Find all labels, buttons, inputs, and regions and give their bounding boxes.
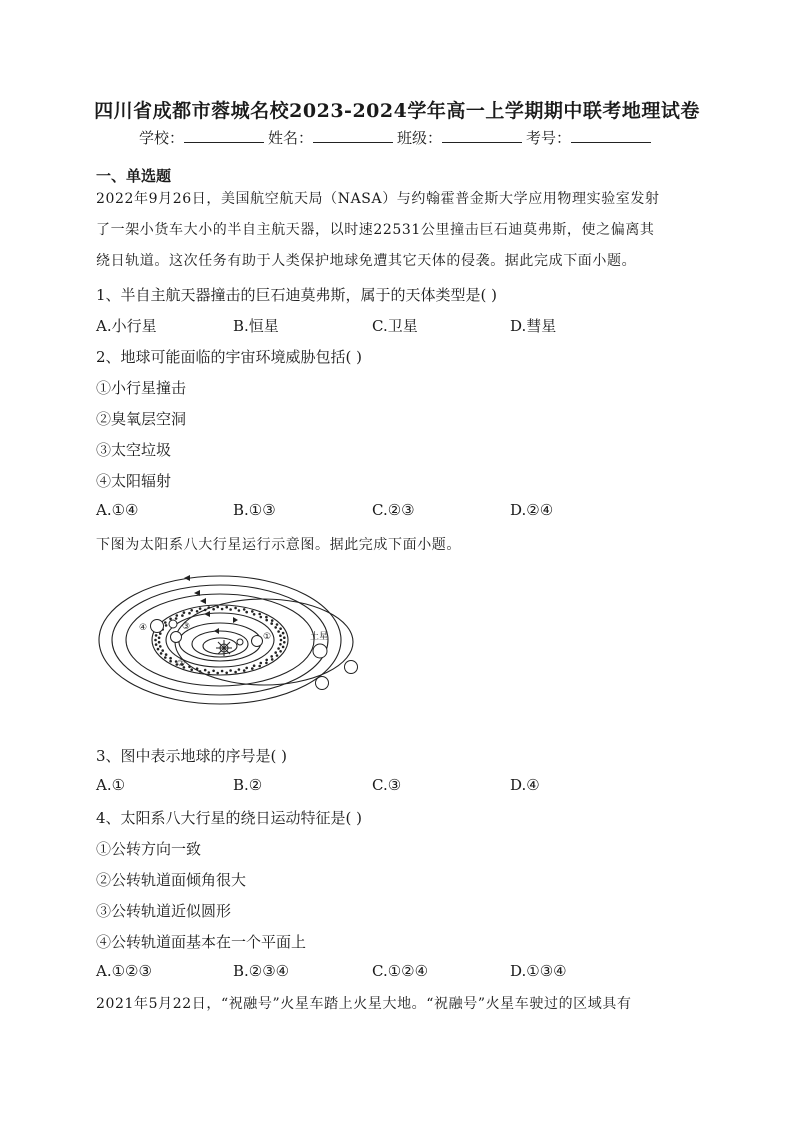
planet-icon bbox=[237, 639, 243, 645]
asteroid-dot bbox=[276, 654, 279, 657]
q2-item: ①小行星撞击 bbox=[96, 379, 187, 397]
asteroid-dot bbox=[221, 670, 224, 673]
planet-2-icon bbox=[171, 632, 182, 643]
question-2-stem: 2、地球可能面临的宇宙环境威胁包括( ) bbox=[96, 348, 363, 366]
asteroid-dot bbox=[260, 616, 263, 619]
passage-3: 2021年5月22日，“祝融号”火星车踏上火星大地。“祝融号”火星车驶过的区域具有 bbox=[96, 996, 632, 1012]
question-1-stem: 1、半自主航天器撞击的巨石迪莫弗斯，属于的天体类型是( ) bbox=[96, 286, 498, 304]
page-title: 四川省成都市蓉城名校2023-2024学年高一上学期期中联考地理试卷 bbox=[94, 100, 700, 122]
asteroid-dot bbox=[188, 612, 191, 615]
asteroid-dot bbox=[270, 622, 273, 625]
q4-item: ②公转轨道面倾角很大 bbox=[96, 871, 247, 889]
q1-option-a[interactable]: A.小行星 bbox=[96, 317, 157, 335]
asteroid-dot bbox=[225, 672, 228, 675]
diagram-label-3: ③ bbox=[182, 622, 191, 632]
asteroid-dot bbox=[190, 609, 193, 612]
asteroid-dot bbox=[155, 643, 158, 646]
q3-option-d[interactable]: D.④ bbox=[510, 776, 540, 794]
asteroid-dot bbox=[277, 647, 280, 650]
asteroid-dot bbox=[258, 665, 261, 668]
asteroid-dot bbox=[159, 645, 162, 648]
diagram-label-4: ④ bbox=[139, 623, 148, 633]
asteroid-dot bbox=[181, 614, 184, 617]
asteroid-dot bbox=[188, 666, 191, 669]
school-label: 学校： bbox=[138, 129, 184, 147]
asteroid-dot bbox=[204, 669, 207, 672]
asteroid-dot bbox=[199, 670, 202, 673]
asteroid-dot bbox=[229, 608, 232, 611]
asteroid-dot bbox=[234, 671, 237, 674]
asteroid-dot bbox=[175, 617, 178, 620]
asteroid-dot bbox=[274, 651, 277, 654]
asteroid-dot bbox=[212, 670, 215, 673]
planet-1-icon bbox=[252, 636, 263, 647]
passage-1-line: 了一架小货车大小的半自主航天器，以时速22531公里撞击巨石迪莫弗斯，使之偏离其 bbox=[96, 222, 655, 238]
q2-item: ②臭氧层空洞 bbox=[96, 410, 187, 428]
asteroid-dot bbox=[176, 614, 179, 617]
asteroid-dot bbox=[204, 609, 207, 612]
asteroid-dot bbox=[155, 634, 158, 637]
number-blank[interactable] bbox=[571, 128, 651, 143]
q4-option-b[interactable]: B.②③④ bbox=[233, 962, 290, 980]
asteroid-dot bbox=[260, 662, 263, 665]
asteroid-dot bbox=[243, 608, 246, 611]
asteroid-dot bbox=[271, 658, 274, 661]
asteroid-dot bbox=[159, 632, 162, 635]
asteroid-dot bbox=[245, 667, 248, 670]
asteroid-dot bbox=[251, 610, 254, 613]
q3-option-a[interactable]: A.① bbox=[96, 776, 126, 794]
asteroid-dot bbox=[164, 656, 167, 659]
asteroid-dot bbox=[216, 672, 219, 675]
asteroid-dot bbox=[265, 662, 268, 665]
asteroid-dot bbox=[165, 653, 168, 656]
asteroid-dot bbox=[229, 669, 232, 672]
asteroid-dot bbox=[280, 639, 283, 642]
asteroid-dot bbox=[279, 634, 282, 637]
passage-1 bbox=[96, 184, 696, 277]
asteroid-dot bbox=[158, 637, 161, 640]
asteroid-dot bbox=[265, 619, 268, 622]
asteroid-dot bbox=[279, 627, 282, 630]
passage-1-line: 2022年9月26日，美国航空航天局（NASA）与约翰霍普金斯大学应用物理实验室发射 bbox=[96, 191, 660, 207]
passage-2: 下图为太阳系八大行星运行示意图。据此完成下面小题。 bbox=[96, 537, 461, 553]
planet-4-icon bbox=[151, 620, 164, 633]
asteroid-dot bbox=[225, 606, 228, 609]
planet-3-icon bbox=[169, 620, 177, 628]
q4-option-c[interactable]: C.①②④ bbox=[372, 962, 429, 980]
asteroid-dot bbox=[282, 632, 285, 635]
q1-option-c[interactable]: C.卫星 bbox=[372, 317, 418, 335]
asteroid-dot bbox=[258, 613, 261, 616]
orbit bbox=[99, 576, 341, 704]
q1-option-b[interactable]: B.恒星 bbox=[233, 317, 279, 335]
asteroid-dot bbox=[234, 607, 237, 610]
asteroid-dot bbox=[283, 636, 286, 639]
asteroid-dot bbox=[270, 655, 273, 658]
diagram-label-1: ① bbox=[263, 632, 272, 642]
saturn-label: 土星 bbox=[310, 632, 329, 642]
asteroid-dot bbox=[279, 650, 282, 653]
asteroid-dot bbox=[216, 606, 219, 609]
asteroid-dot bbox=[265, 616, 268, 619]
asteroid-dot bbox=[253, 664, 256, 667]
passage-1-line: 绕日轨道。这次任务有助于人类保护地球免遭其它天体的侵袭。据此完成下面小题。 bbox=[96, 253, 637, 269]
asteroid-dot bbox=[199, 607, 202, 610]
asteroid-dot bbox=[154, 639, 157, 642]
direction-arrows bbox=[184, 575, 238, 634]
q4-option-a[interactable]: A.①②③ bbox=[96, 962, 152, 980]
q2-option-b[interactable]: B.①③ bbox=[233, 501, 276, 519]
asteroid-dot bbox=[160, 652, 163, 655]
asteroid-dot bbox=[251, 667, 254, 670]
q4-item: ①公转方向一致 bbox=[96, 840, 202, 858]
class-blank[interactable] bbox=[442, 128, 522, 143]
name-blank[interactable] bbox=[313, 128, 393, 143]
question-4-stem: 4、太阳系八大行星的绕日运动特征是( ) bbox=[96, 809, 363, 827]
asteroid-dot bbox=[243, 669, 246, 672]
asteroid-dot bbox=[265, 659, 268, 662]
diagram-label-2: ② bbox=[177, 659, 186, 669]
school-blank[interactable] bbox=[184, 128, 264, 143]
sun-icon bbox=[216, 640, 232, 656]
asteroid-dot bbox=[157, 648, 160, 651]
asteroid-dot bbox=[283, 641, 286, 644]
asteroid-dot bbox=[279, 643, 282, 646]
number-label: 考号： bbox=[526, 129, 572, 147]
q2-item: ④太阳辐射 bbox=[96, 472, 172, 490]
asteroid-dot bbox=[158, 641, 161, 644]
saturn-orbit bbox=[175, 599, 353, 685]
name-label: 姓名： bbox=[267, 129, 313, 147]
orbit-1 bbox=[179, 623, 261, 661]
solar-system-svg bbox=[96, 568, 368, 713]
q2-option-c[interactable]: C.②③ bbox=[372, 501, 415, 519]
orbit bbox=[126, 594, 314, 686]
asteroid-dot bbox=[208, 671, 211, 674]
q1-option-d[interactable]: D.彗星 bbox=[510, 317, 557, 335]
asteroid-dot bbox=[208, 606, 211, 609]
asteroid-dot bbox=[245, 611, 248, 614]
asteroid-dot bbox=[169, 657, 172, 660]
asteroid-dot bbox=[238, 609, 241, 612]
asteroid-dot bbox=[190, 668, 193, 671]
asteroid-dot bbox=[164, 621, 167, 624]
q3-option-c[interactable]: C.③ bbox=[372, 776, 402, 794]
saturn-icon bbox=[313, 644, 327, 658]
q4-option-d[interactable]: D.①③④ bbox=[510, 962, 567, 980]
planet-icon bbox=[345, 661, 358, 674]
asteroid-dot bbox=[274, 626, 277, 629]
section-heading: 一、单选题 bbox=[96, 167, 172, 185]
asteroid-dot bbox=[165, 624, 168, 627]
asteroid-dot bbox=[238, 668, 241, 671]
asteroid-dot bbox=[169, 660, 172, 663]
solar-system-diagram bbox=[96, 568, 368, 713]
student-info-line bbox=[0, 127, 794, 148]
asteroid-dot bbox=[253, 613, 256, 616]
class-label: 班级： bbox=[397, 129, 443, 147]
asteroid-dot bbox=[161, 649, 164, 652]
asteroid-dot bbox=[271, 619, 274, 622]
asteroid-dot bbox=[277, 630, 280, 633]
q2-item: ③太空垃圾 bbox=[96, 441, 172, 459]
asteroid-dot bbox=[221, 608, 224, 611]
question-3-stem: 3、图中表示地球的序号是( ) bbox=[96, 747, 288, 765]
asteroid-dot bbox=[196, 667, 199, 670]
asteroid-dot bbox=[212, 608, 215, 611]
asteroid-dot bbox=[183, 611, 186, 614]
q4-item: ③公转轨道近似圆形 bbox=[96, 902, 232, 920]
asteroid-dot bbox=[282, 646, 285, 649]
asteroid-dot bbox=[169, 618, 172, 621]
asteroid-dot bbox=[276, 623, 279, 626]
asteroid-dot bbox=[196, 610, 199, 613]
planet-icon bbox=[316, 677, 329, 690]
q3-option-b[interactable]: B.② bbox=[233, 776, 263, 794]
q2-option-d[interactable]: D.②④ bbox=[510, 501, 554, 519]
q2-option-a[interactable]: A.①④ bbox=[96, 501, 139, 519]
q4-item: ④公转轨道面基本在一个平面上 bbox=[96, 933, 307, 951]
